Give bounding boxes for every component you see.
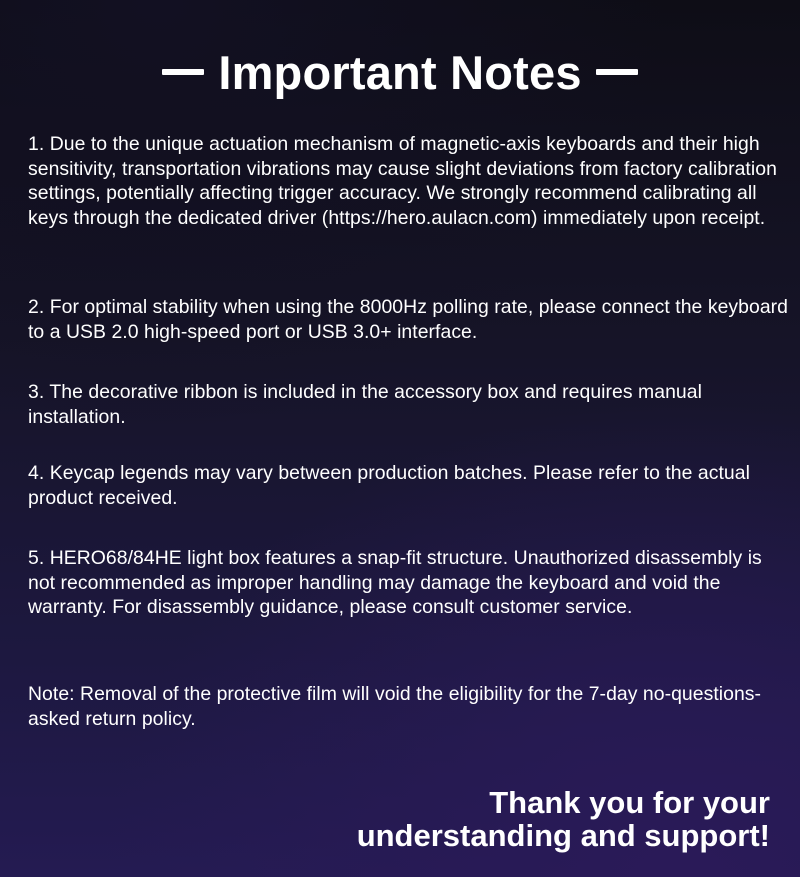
note-item-1: 1. Due to the unique actuation mechanism of magnetic-axis keyboards and their high sensitivity, transportation vibrations may cause slight deviations from factory calibration settings, potentially affecting trigger accuracy. We strongly recommend calibrating all keys through the dedicated driver (https://hero.aulacn.com) immediately upon receipt.	[28, 133, 777, 229]
note-item-5: 5. HERO68/84HE light box features a snap-fit structure. Unauthorized disassembly is not recommended as improper handling may damage the keyboard and void the warranty. For disassembly guidance, please consult customer service.	[28, 547, 762, 618]
title-dash-right	[596, 69, 638, 75]
title-text: Important Notes	[218, 45, 582, 99]
note-item-2: 2. For optimal stability when using the 8000Hz polling rate, please connect the keyboard to a USB 2.0 high-speed port or USB 3.0+ interface.	[28, 296, 788, 343]
closing-line-2: understanding and support!	[356, 818, 770, 853]
closing-message	[357, 786, 770, 852]
closing-line-1: Thank you for your	[489, 785, 770, 820]
title-dash-left	[162, 69, 204, 75]
page-title	[0, 42, 800, 102]
note-item-3: 3. The decorative ribbon is included in the accessory box and requires manual installation.	[28, 381, 702, 428]
note-footnote: Note: Removal of the protective film will void the eligibility for the 7-day no-questions-asked return policy.	[28, 683, 762, 730]
note-item-4: 4. Keycap legends may vary between production batches. Please refer to the actual product received.	[28, 462, 750, 509]
